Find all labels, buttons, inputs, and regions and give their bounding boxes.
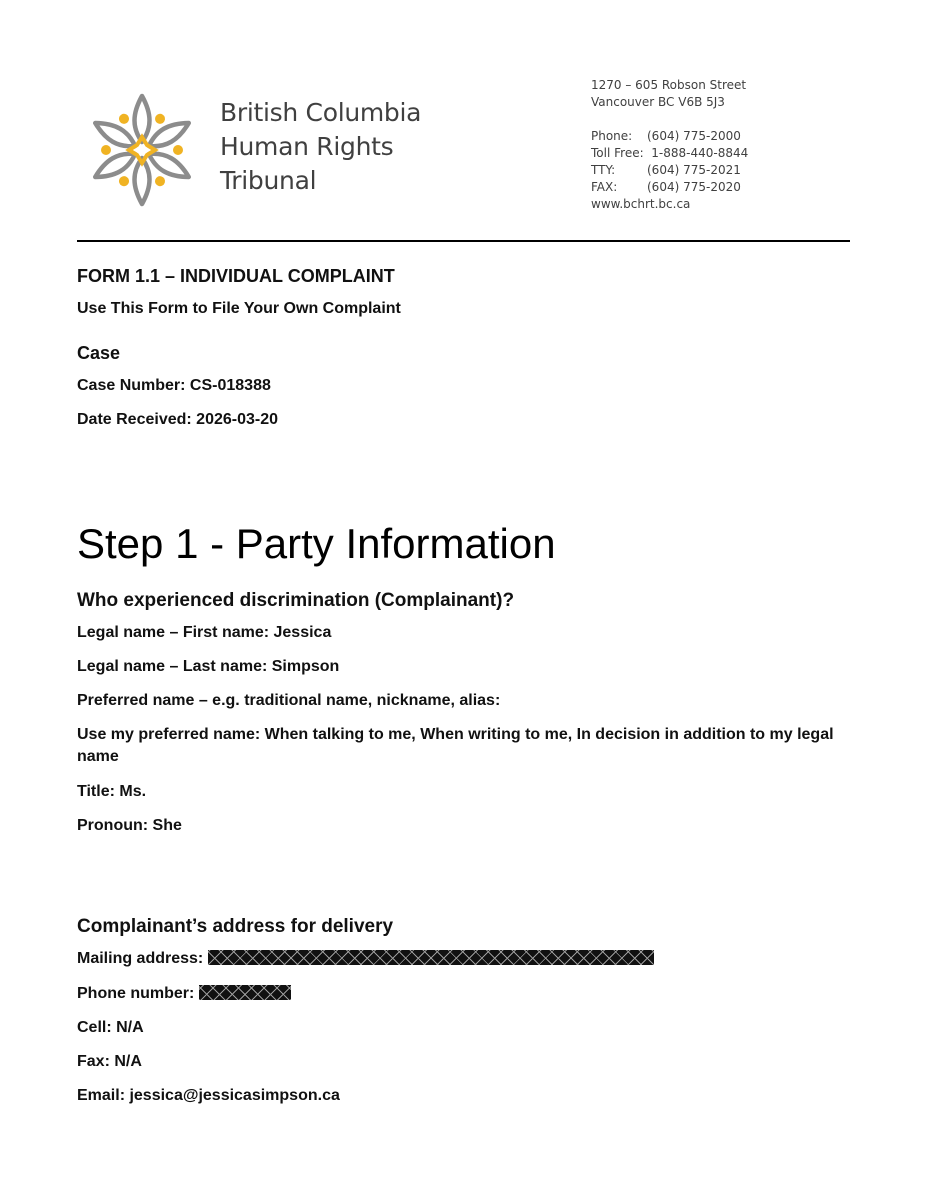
form-title: FORM 1.1 – INDIVIDUAL COMPLAINT — [77, 266, 395, 286]
org-name-line: Human Rights — [220, 132, 394, 161]
org-name-line: Tribunal — [220, 166, 317, 195]
org-name-line: British Columbia — [220, 98, 422, 127]
redacted-block — [199, 985, 291, 1000]
complainant-heading: Who experienced discrimination (Complainant)? — [77, 590, 515, 611]
address-line: 1270 – 605 Robson Street — [591, 78, 747, 92]
tollfree-value: 1-888-440-8844 — [651, 146, 749, 160]
tollfree-line — [591, 146, 748, 160]
tty-label: TTY: — [591, 163, 616, 177]
tty-line — [591, 163, 741, 177]
case-heading: Case — [77, 343, 121, 363]
use-preferred-name-field: Use my preferred name: When talking to me, When writing to me, In decision in addition to my legal name — [77, 726, 834, 765]
mailing-address-label: Mailing address: — [77, 950, 204, 967]
header-divider — [77, 240, 850, 242]
fax-field: Fax: N/A — [77, 1053, 142, 1070]
address-heading: Complainant’s address for delivery — [77, 916, 394, 937]
form-subtitle: Use This Form to File Your Own Complaint — [77, 300, 401, 317]
last-name-field: Legal name – Last name: Simpson — [77, 658, 340, 675]
preferred-name-field: Preferred name – e.g. traditional name, nickname, alias: — [77, 692, 501, 709]
website-link[interactable]: www.bchrt.bc.ca — [591, 197, 691, 211]
step-title: Step 1 - Party Information — [77, 520, 556, 567]
phone-value: (604) 775-2000 — [647, 129, 741, 143]
phone-label: Phone: — [591, 129, 633, 143]
redacted-block — [208, 950, 654, 965]
mailing-address-field — [77, 950, 654, 968]
tty-value: (604) 775-2021 — [647, 163, 741, 177]
case-number: Case Number: CS-018388 — [77, 377, 271, 394]
date-received: Date Received: 2026-03-20 — [77, 411, 279, 428]
email-field: Email: jessica@jessicasimpson.ca — [77, 1087, 340, 1104]
fax-label: FAX: — [591, 180, 618, 194]
org-name — [220, 96, 421, 198]
tribunal-logo-icon — [88, 88, 196, 212]
first-name-field: Legal name – First name: Jessica — [77, 624, 332, 641]
fax-line — [591, 180, 741, 194]
pronoun-field: Pronoun: She — [77, 817, 182, 834]
cell-field: Cell: N/A — [77, 1019, 144, 1036]
title-field: Title: Ms. — [77, 783, 147, 800]
tollfree-label: Toll Free: — [591, 146, 644, 160]
phone-number-field — [77, 985, 291, 1003]
phone-line — [591, 129, 741, 143]
fax-value: (604) 775-2020 — [647, 180, 741, 194]
phone-number-label: Phone number: — [77, 985, 195, 1002]
address-line: Vancouver BC V6B 5J3 — [591, 95, 725, 109]
